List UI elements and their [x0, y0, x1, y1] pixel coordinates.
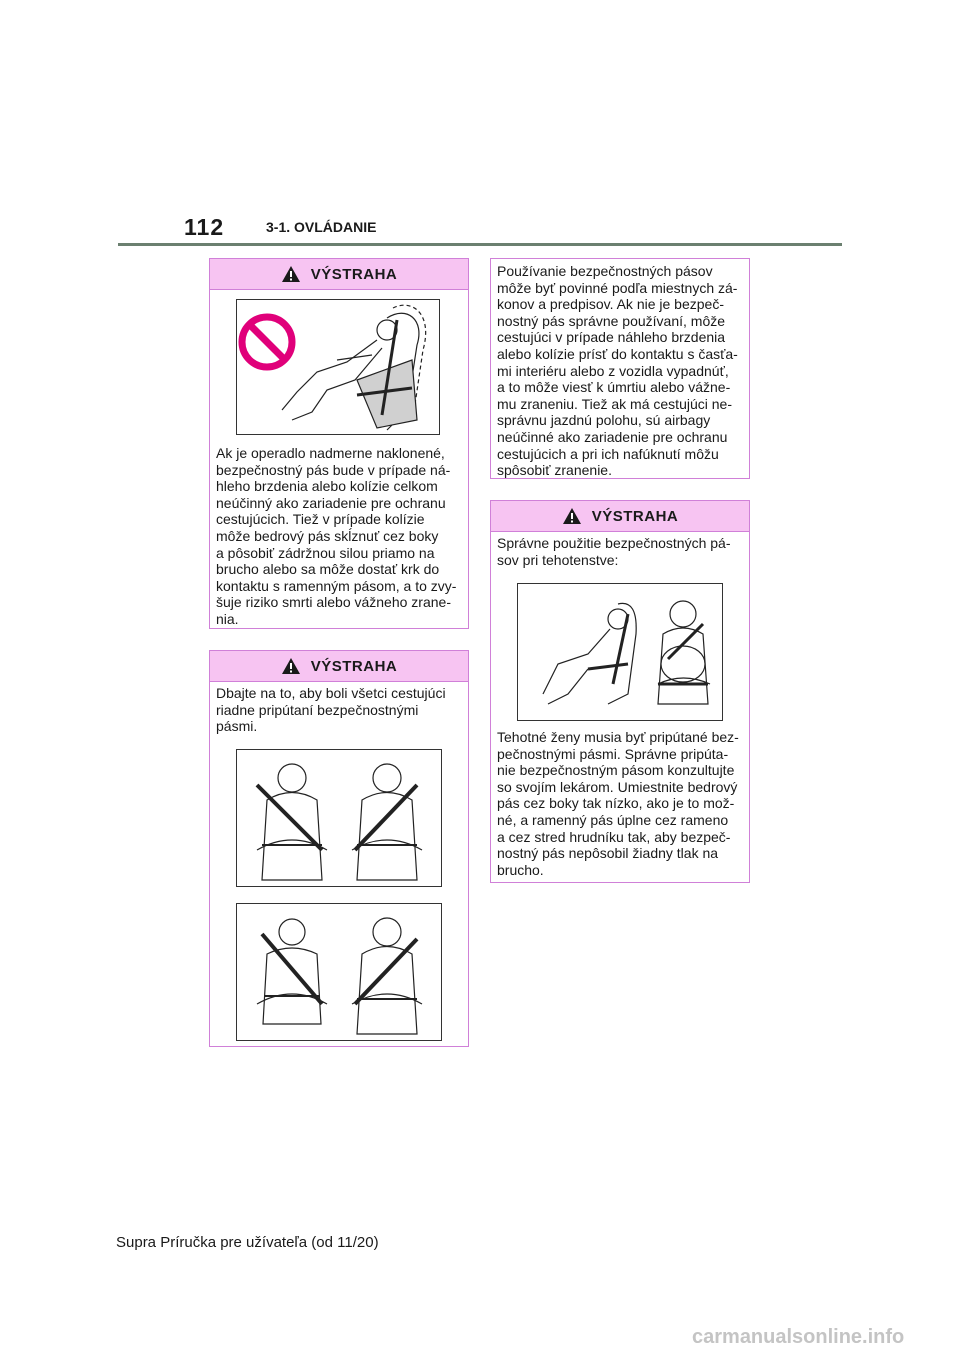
- reclined-seat-illustration: [236, 299, 440, 435]
- warning-triangle-icon: [562, 507, 582, 525]
- pregnant-belt-illustration: [517, 583, 723, 721]
- warning-text: Ak je operadlo nadmerne naklonené, bezpečnostný pás bude v prípade ná- hleho brzdenia alebo kolízie celkom neúčinný ako zariadenie pre ochranu cestujúcich. Tiež v prípade kolízie môže bedrový pás skĺznuť cez boky a pôsobiť zádržnou silou priamo na brucho alebo sa môže dostať krk do kontaktu s ramenným pásom, a to zvy- šuje riziko smrti alebo vážneho zrane- nia.: [216, 445, 457, 627]
- warning-title: VÝSTRAHA: [591, 507, 679, 525]
- header-rule: [118, 243, 842, 246]
- info-text: Používanie bezpečnostných pásov môže byť povinné podľa miestnych zá- konov a predpisov. Ak nie je bezpeč- nostný pás správne používaní, môže cestujúci v prípade náhleho brzdenia alebo kolízie prísť do kontaktu s časťa- mi interiéru alebo z vozidla vypadnúť, a to môže viesť k úmrtiu alebo vážne- mu zraneniu. Tiež ak má cestujúci ne- správnu jazdnú polohu, sú airbagy neúčinné ako zariadenie pre ochranu cestujúcich a pri ich nafúknutí môžu spôsobiť zranenie.: [497, 263, 738, 479]
- prohibition-icon: [242, 317, 292, 367]
- warning-text: Dbajte na to, aby boli všetci cestujúci riadne pripútaní bezpečnostnými pásmi.: [216, 685, 446, 735]
- section-title: 3-1. OVLÁDANIE: [266, 219, 377, 235]
- warning-box-all-passengers: [209, 650, 469, 1047]
- footer-text: Supra Príručka pre užívateľa (od 11/20): [116, 1234, 379, 1251]
- warning-header: [210, 259, 468, 290]
- warning-header: [491, 501, 749, 532]
- warning-intro: Správne použitie bezpečnostných pá- sov pri tehotenstve:: [497, 535, 731, 568]
- belted-driver-passenger-illustration: [236, 749, 442, 887]
- warning-title: VÝSTRAHA: [310, 657, 398, 675]
- watermark: carmanualsonline.info: [692, 1326, 905, 1348]
- belted-child-adult-illustration: [236, 903, 442, 1041]
- warning-title: VÝSTRAHA: [310, 265, 398, 283]
- warning-text: Tehotné ženy musia byť pripútané bez- pečnostnými pásmi. Správne pripúta- nie bezpečnostným pásom konzultujte so svojím lekárom. Umiestnite bedrový pás cez boky tak nízko, ako je to mož- né, a ramenný pás úplne cez rameno a cez stred hrudníku tak, aby bezpeč- nostný pás nepôsobil žiadny tlak na brucho.: [497, 729, 739, 878]
- warning-box-reclined-seat: [209, 258, 469, 629]
- page-number: 112: [184, 214, 225, 240]
- warning-triangle-icon: [281, 657, 301, 675]
- warning-header: [210, 651, 468, 682]
- warning-box-pregnancy: [490, 500, 750, 883]
- warning-triangle-icon: [281, 265, 301, 283]
- info-box-seatbelt-law: [490, 258, 750, 479]
